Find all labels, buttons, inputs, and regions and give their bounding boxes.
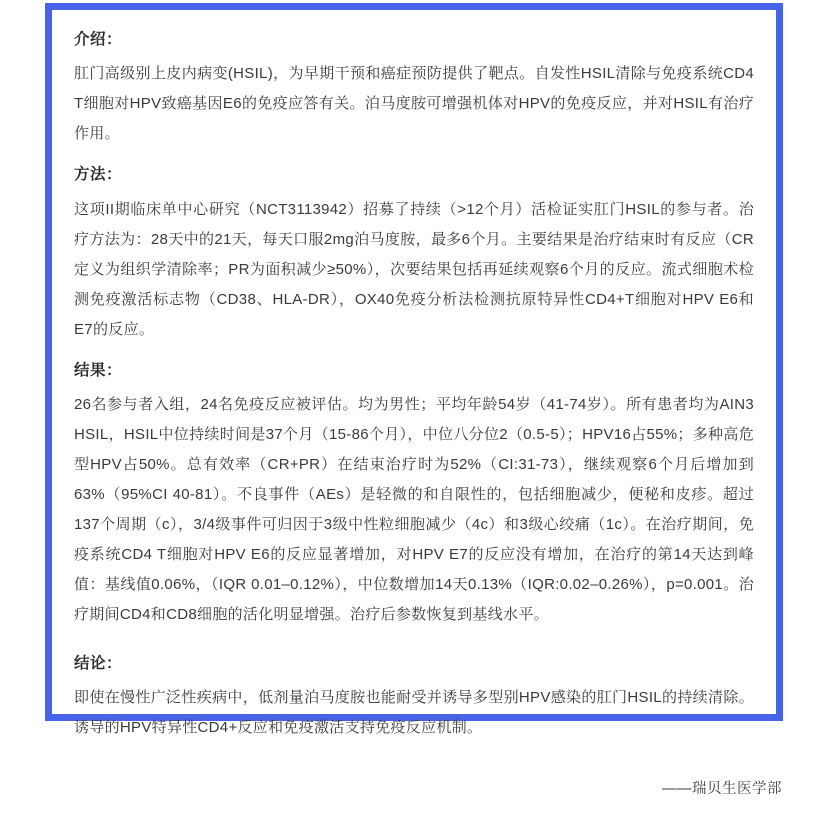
section-heading-conclusion: 结论： xyxy=(74,654,123,672)
content-card-inner xyxy=(52,10,776,736)
section-body-introduction: 肛门高级别上皮内病变(HSIL)，为早期干预和癌症预防提供了靶点。自发性HSIL清除与免疫系统CD4 T细胞对HPV致癌基因E6的免疫应答有关。泊马度胺可增强机体对HPV的免疫反应，并对HSIL有治疗作用。 xyxy=(74,65,754,143)
section-methods xyxy=(74,163,754,344)
content-card xyxy=(45,3,783,736)
section-results xyxy=(74,359,754,630)
signature: ——瑞贝生医学部 xyxy=(662,781,782,797)
section-body-methods: 这项II期临床单中心研究（NCT3113942）招募了持续（>12个月）活检证实肛门HSIL的参与者。治疗方法为：28天中的21天，每天口服2mg泊马度胺，最多6个月。主要结果是治疗结束时有反应（CR定义为组织学清除率；PR为面积减少≥50%），次要结果包括再延续观察6个月的反应。流式细胞术检测免疫激活标志物（CD38、HLA-DR），OX40免疫分析法检测抗原特异性CD4+T细胞对HPV E6和E7的反应。 xyxy=(74,200,754,338)
section-heading-introduction: 介绍： xyxy=(74,31,123,48)
section-introduction xyxy=(74,28,754,149)
section-conclusion xyxy=(74,652,754,743)
section-heading-methods: 方法： xyxy=(74,166,123,184)
section-body-results: 26名参与者入组，24名免疫反应被评估。均为男性；平均年龄54岁（41-74岁）。所有患者均为AIN3 HSIL，HSIL中位持续时间是37个月（15-86个月），中位八分位2（0.5-5）；HPV16占55%；多种高危型HPV占50%。总有效率（CR+PR）在结束治疗时为52%（CI:31-73），继续观察6个月后增加到63%（95%CI 40-81）。不良事件（AEs）是轻微的和自限性的，包括细胞减少，便秘和皮疹。超过137个周期（c），3/4级事件可归因于3级中性粒细胞减少（4c）和3级心绞痛（1c）。在治疗期间，免疫系统CD4 T细胞对HPV E6的反应显著增加，对HPV E7的反应没有增加，在治疗的第14天达到峰值：基线值0.06%，（IQR 0.01–0.12%），中位数增加14天0.13%（IQR:0.02–0.26%），p=0.001。治疗期间CD4和CD8细胞的活化明显增强。治疗后参数恢复到基线水平。 xyxy=(74,395,754,623)
section-heading-results: 结果： xyxy=(74,361,123,379)
section-body-conclusion: 即使在慢性广泛性疾病中，低剂量泊马度胺也能耐受并诱导多型别HPV感染的肛门HSIL的持续清除。诱导的HPV特异性CD4+反应和免疫激活支持免疫反应机制。 xyxy=(74,689,754,736)
